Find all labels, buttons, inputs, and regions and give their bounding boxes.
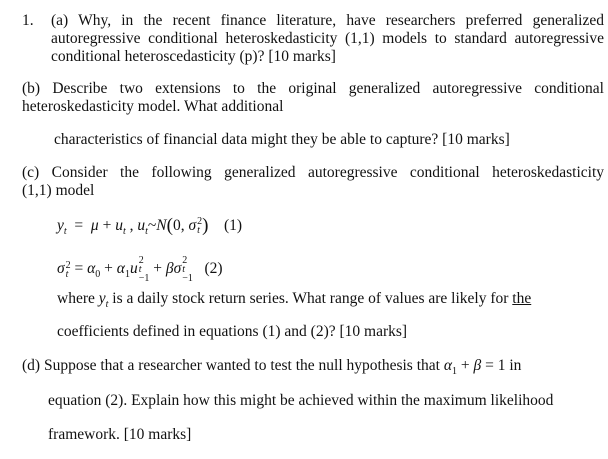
part-a-line-3: conditional heteroscedasticity (p)? [10 marks] bbox=[51, 48, 336, 65]
part-a-line-2: autoregressive conditional heteroskedasticity (1,1) models to standard autoregressive bbox=[51, 30, 604, 47]
part-d-line-1 bbox=[22, 357, 522, 378]
underlined-the: the bbox=[512, 290, 532, 307]
null-hypothesis-expression: $\alpha_1 + \beta = 1$ bbox=[443, 357, 506, 378]
part-c-line-4: coefficients defined in equations (1) and (2)? [10 marks] bbox=[57, 323, 408, 340]
question-number: 1. bbox=[22, 12, 34, 29]
part-d-line-3: framework. [10 marks] bbox=[48, 426, 192, 443]
equation-2-label: (2) bbox=[204, 260, 223, 278]
part-b-line-2: heteroskedasticity model. What additional bbox=[22, 98, 284, 115]
part-d-line-1-post: in bbox=[505, 357, 522, 374]
part-d-line-2: equation (2). Explain how this might be achieved within the maximum likelihood bbox=[48, 392, 554, 409]
equation-1-label: (1) bbox=[223, 217, 243, 234]
part-c-line-3 bbox=[57, 290, 532, 311]
part-d-line-1-pre: (d) Suppose that a researcher wanted to test the null hypothesis that bbox=[22, 357, 444, 374]
part-c-line-2: (1,1) model bbox=[22, 182, 95, 199]
equation-1: $y_t = \mu + u_t$ , $u_t\sim N(0$, σ 2 t ) (1) bbox=[57, 215, 243, 238]
part-c-line-1: (c) Consider the following generalized autoregressive conditional heteroskedasticity bbox=[22, 164, 604, 181]
part-b-line-1: (b) Describe two extensions to the original generalized autoregressive conditional bbox=[22, 80, 604, 97]
part-b-line-3: characteristics of financial data might they be able to capture? [10 marks] bbox=[54, 131, 510, 148]
part-c-line-3-post: is a daily stock return series. What range of values are likely for bbox=[108, 290, 513, 307]
part-a-line-1: (a) Why, in the recent finance literature, have researchers preferred generalized bbox=[51, 12, 604, 29]
variable-y: y bbox=[98, 290, 106, 307]
equation-2: σ 2 t = $\alpha_0 + \alpha_1u$ 2 t −1 + βσ 2 t −1 (2) bbox=[57, 255, 223, 284]
part-c-line-3-pre: where bbox=[57, 290, 99, 307]
variable-y-subscript: t bbox=[105, 299, 109, 311]
